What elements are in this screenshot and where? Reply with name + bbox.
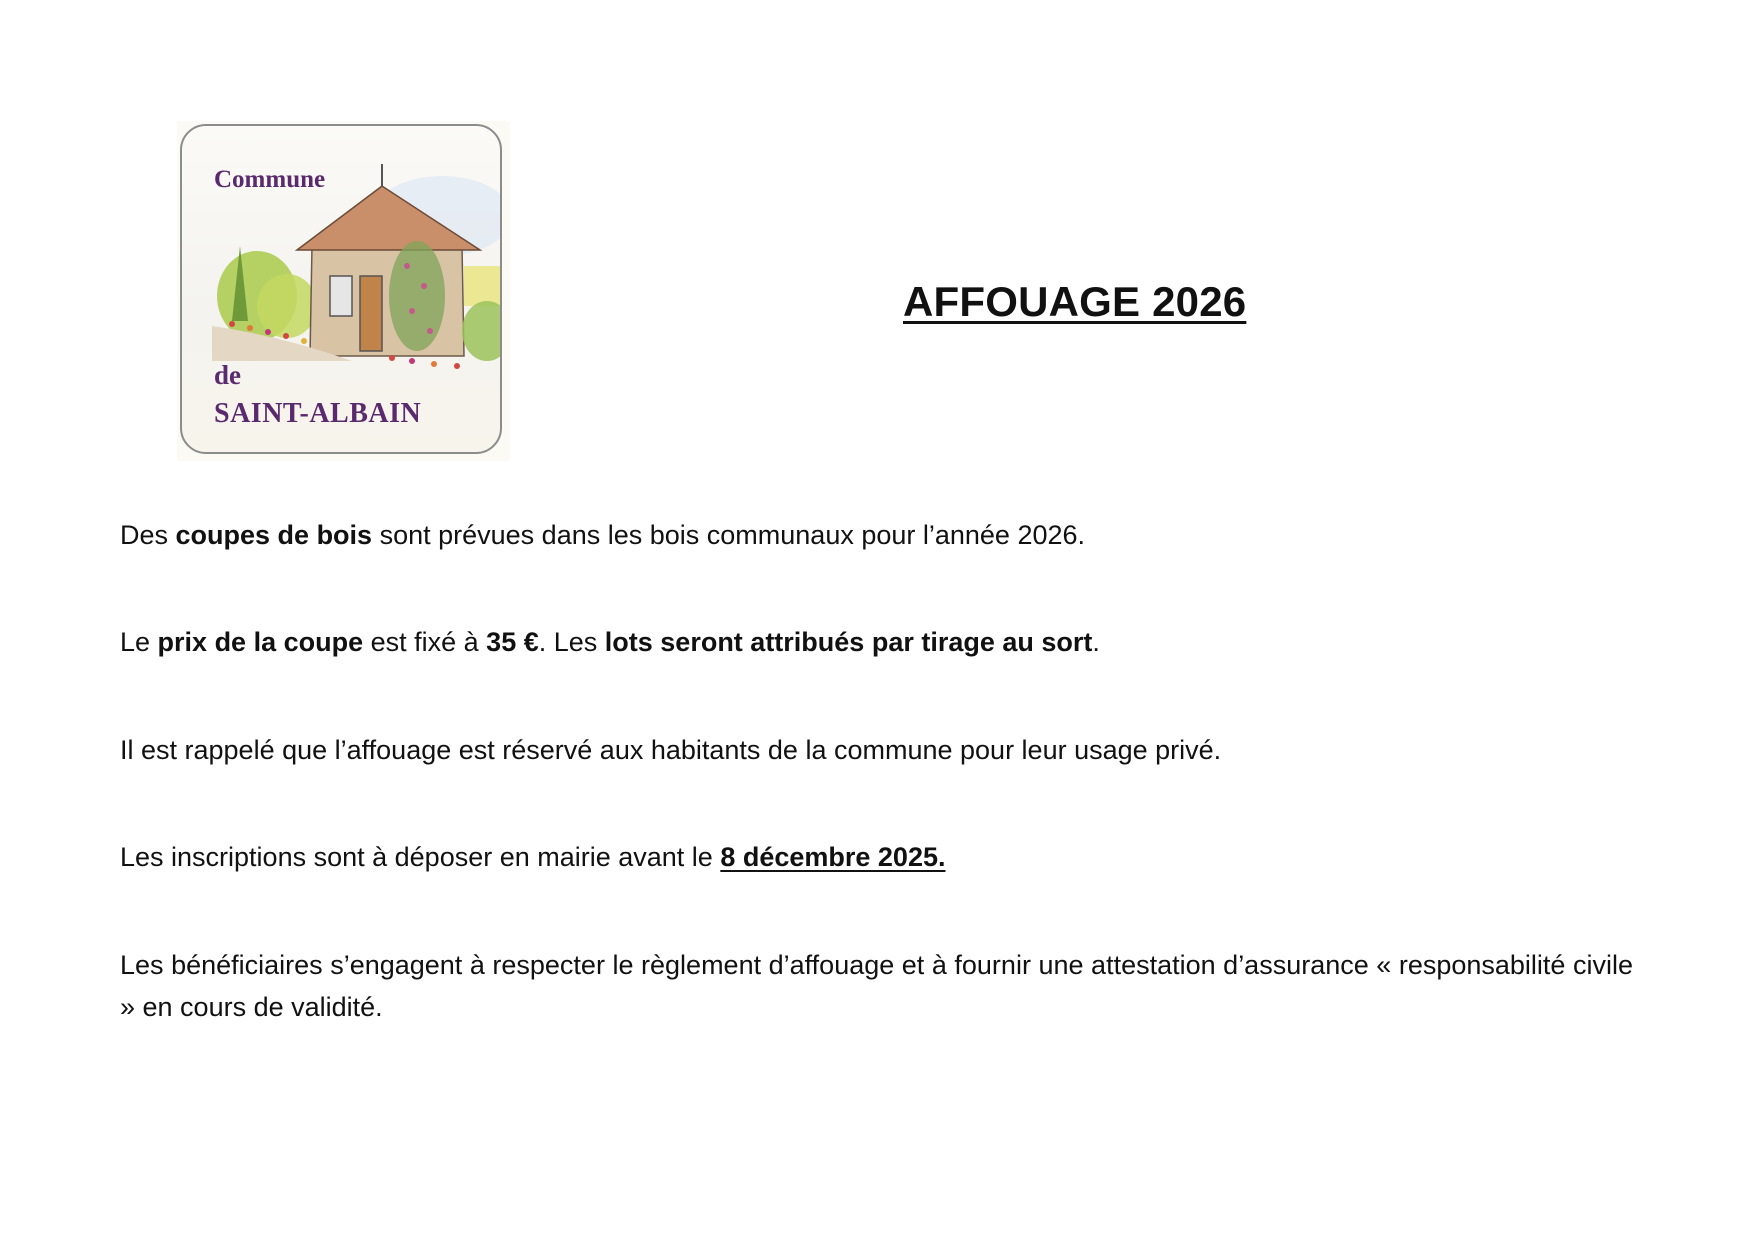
logo-commune-label: Commune — [214, 166, 326, 193]
logo-de-label: de — [214, 360, 241, 390]
paragraph-prix — [120, 621, 1633, 663]
document-title: AFFOUAGE 2026 — [903, 278, 1247, 325]
text: . — [1092, 627, 1100, 657]
bold-text: lots seront attribués par tirage au sort — [604, 627, 1093, 657]
bold-text: prix de la coupe — [157, 627, 364, 657]
text: Des — [120, 520, 176, 550]
paragraph-inscriptions — [120, 836, 1633, 878]
text: Le — [120, 627, 158, 657]
price: 35 € — [486, 627, 539, 657]
commune-logo — [177, 121, 510, 461]
paragraph-beneficiaires: Les bénéficiaires s’engagent à respecter le règlement d’affouage et à fournir une attestation d’assurance « responsabilité civile » en cours de validité. — [120, 950, 1633, 1022]
paragraph-reserve: Il est rappelé que l’affouage est réservé aux habitants de la commune pour leur usage privé. — [120, 735, 1222, 765]
logo-town-name: SAINT-ALBAIN — [214, 398, 422, 429]
bold-text: coupes de bois — [175, 520, 373, 550]
deadline-date: 8 décembre 2025. — [720, 842, 946, 872]
text: est fixé à — [363, 627, 487, 657]
text: . Les — [538, 627, 605, 657]
text: sont prévues dans les bois communaux pour l’année 2026. — [372, 520, 1086, 550]
paragraph-coupes — [120, 514, 1633, 556]
logo-frame — [180, 124, 502, 454]
text: Les inscriptions sont à déposer en mairie avant le — [120, 842, 721, 872]
